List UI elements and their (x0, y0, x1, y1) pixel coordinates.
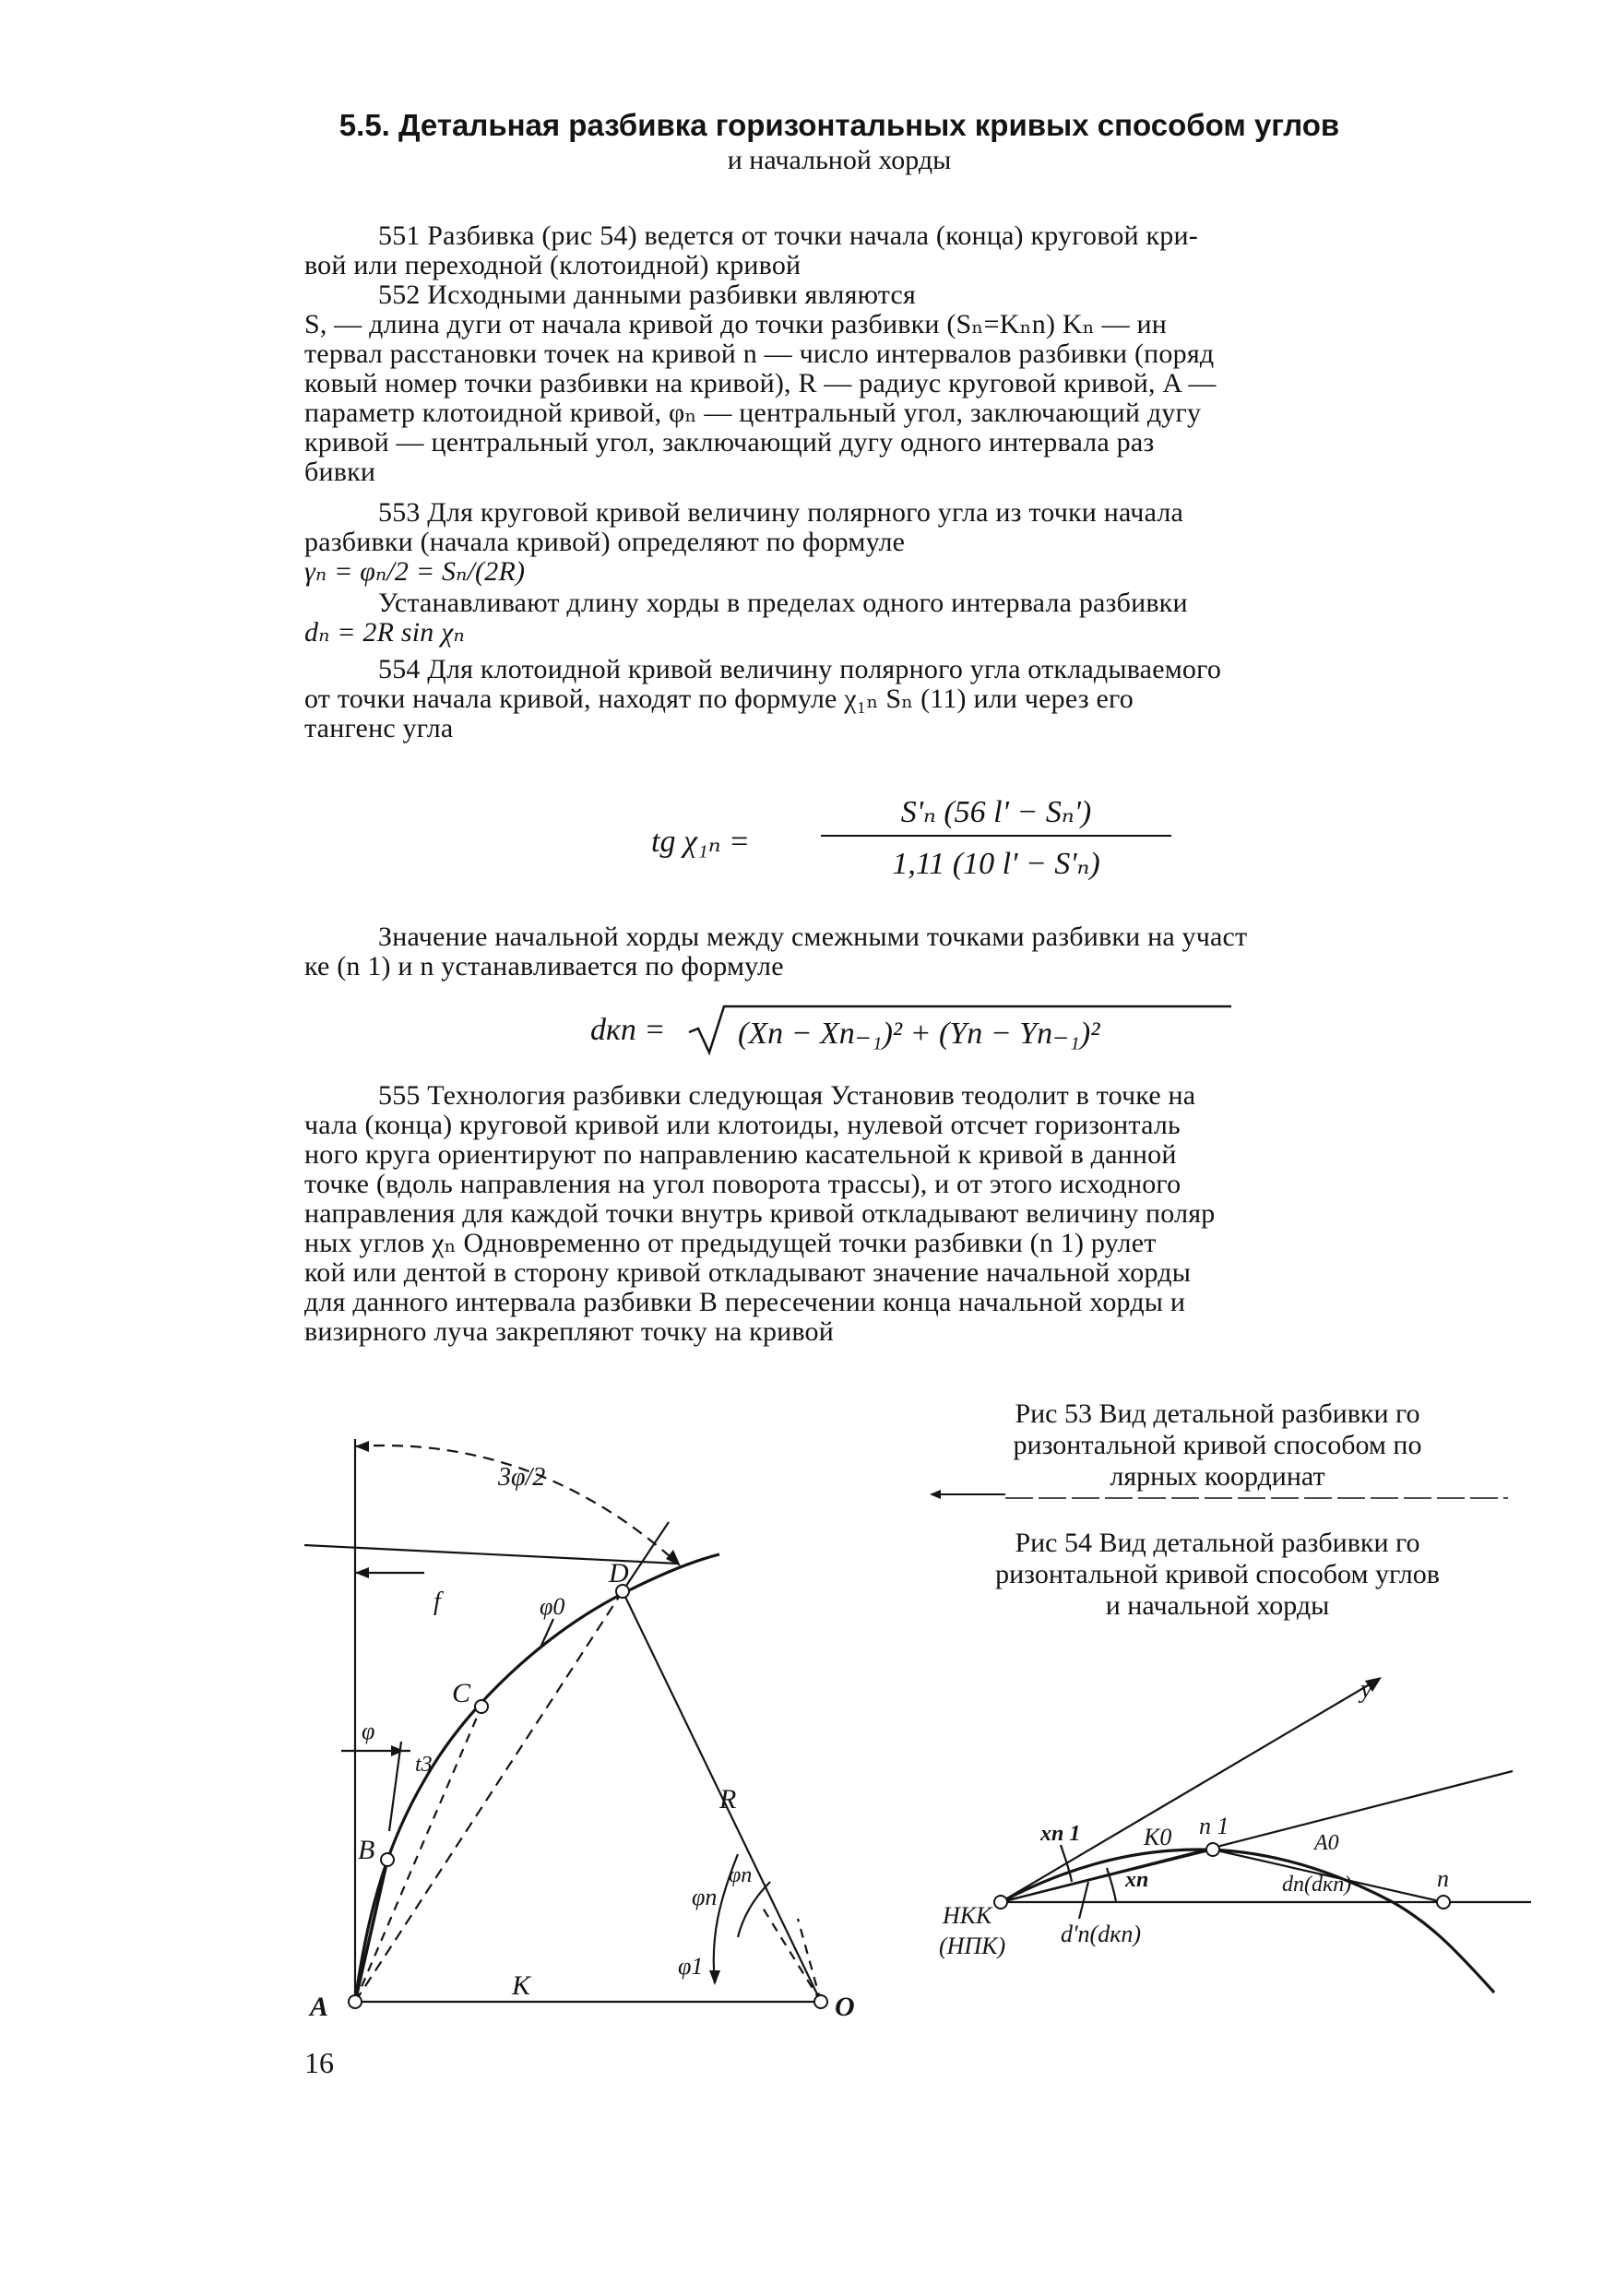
fraction-bar (821, 835, 1171, 837)
arrow-head-central (709, 1970, 720, 1985)
para-552-line1: 552 Исходными данными разбивки являются (378, 280, 917, 310)
caption-fig54-line1: Рис 54 Вид детальной разбивки го (1015, 1528, 1420, 1558)
para-551-line2: вой или переходной (клотоидной) кривой (304, 250, 802, 280)
section-title-main: 5.5. Детальная разбивка горизонтальных кривых способом углов (338, 108, 1340, 142)
para-555-line6: ных углов χₙ Одновременно от предыдущей точки разбивки (n 1) рулет (304, 1228, 1157, 1258)
figure-clothoid (922, 1660, 1568, 2011)
label-o: O (835, 1992, 855, 2020)
caption-fig53-line3: лярных координат (1110, 1461, 1325, 1492)
para-553-line2: разбивки (начала кривой) определяют по формуле (304, 527, 906, 557)
label-f: f (433, 1588, 441, 1616)
label-y: y (1360, 1675, 1372, 1704)
label-phi: φ (362, 1718, 375, 1744)
para-554-line2: от точки начала кривой, находят по формуле χ₁ₙ Sₙ (11) или через его (304, 684, 1134, 714)
para-553-line1: 553 Для круговой кривой величину полярного угла из точки начала (378, 497, 1184, 528)
para-553-line3: Устанавливают длину хорды в пределах одного интервала разбивки (378, 588, 1188, 618)
formula-chord-expression: (Xn − Xn₋₁)² + (Yn − Yn₋₁)² (738, 1017, 1100, 1051)
caption-fig54 (922, 1528, 1513, 1622)
para-552-line2: S, — длина дуги от начала кривой до точки разбивки (Sₙ=Kₙn) Kₙ — ин (304, 309, 1168, 339)
caption-fig53-line2: ризонтальной кривой способом по (1013, 1430, 1422, 1460)
formula-chord: dₙ = 2R sin χₙ (304, 617, 465, 648)
para-554-line1: 554 Для клотоидной кривой величину полярного угла откладываемого (378, 654, 1222, 684)
para-552-line4: ковый номер точки разбивки на кривой), R — радиус круговой кривой, A — (304, 368, 1217, 399)
para-555-line1: 555 Технология разбивки следующая Установив теодолит в точке на (378, 1080, 1196, 1111)
label-xn1: xn 1 (1040, 1822, 1081, 1846)
circular-curve (355, 1554, 719, 2002)
label-nkk: НКК (943, 1902, 992, 1929)
figure-circular-curve (304, 1421, 895, 2020)
arrow-head-top-left (355, 1441, 369, 1452)
para-555-line5: направления для каждой точки внутрь кривой откладывают величину поляр (304, 1198, 1216, 1229)
section-title (332, 109, 1347, 177)
caption-fig54-line3: и начальной хорды (1105, 1590, 1330, 1621)
leader-d-prime (1079, 1882, 1088, 1919)
label-a0: A0 (1314, 1831, 1339, 1855)
arrow-head-phi (391, 1745, 404, 1756)
label-n: n (1437, 1865, 1449, 1892)
para-554-line3: тангенс угла (304, 713, 454, 744)
phi0-tick (540, 1619, 553, 1649)
formula-tangent-denominator: 1,11 (10 l' − S'ₙ) (892, 847, 1100, 881)
caption-fig54-line2: ризонтальной кривой способом углов (995, 1559, 1440, 1589)
point-c (475, 1700, 488, 1713)
para-552-line6: кривой — центральный угол, заключающий дугу одного интервала раз (304, 427, 1155, 458)
para-551-line1: 551 Разбивка (рис 54) ведется от точки начала (конца) круговой кри- (378, 220, 1198, 251)
point-start (994, 1896, 1007, 1909)
point-b (381, 1853, 394, 1866)
label-npk: (НПК) (939, 1933, 1006, 1959)
point-n1 (1206, 1843, 1219, 1856)
label-k: K (512, 1970, 531, 2001)
chord-to-n1 (1001, 1850, 1213, 1902)
formula-chord-label: dкп = (590, 1013, 666, 1047)
para-555-line3: ного круга ориентируют по направлению касательной к кривой в данной (304, 1139, 1177, 1170)
para-555-line2: чала (конца) круговой кривой или клотоиды, нулевой отсчет горизонталь (304, 1110, 1181, 1140)
para-552-line5: параметр клотоидной кривой, φₙ — центральный угол, заключающий дугу (304, 398, 1202, 428)
formula-tangent-numerator: S'ₙ (56 l' − Sₙ') (900, 795, 1092, 829)
point-n (1437, 1896, 1450, 1909)
caption-divider (922, 1485, 1513, 1504)
tangent-at-b (389, 1742, 401, 1831)
para-555-line7: кой или дентой в сторону кривой откладывают значение начальной хорды (304, 1257, 1192, 1288)
para-555-line8: для данного интервала разбивки В пересечении конца начальной хорды и (304, 1287, 1186, 1317)
label-t: t3 (415, 1753, 433, 1777)
label-phi1: φ1 (678, 1953, 704, 1980)
para-554-line4: Значение начальной хорды между смежными точками разбивки на участ (378, 922, 1248, 952)
point-a (349, 1995, 362, 2008)
point-o (814, 1995, 827, 2008)
label-d: D (609, 1558, 629, 1588)
caption-fig53-line1: Рис 53 Вид детальной разбивки го (1015, 1398, 1420, 1429)
label-d-prime: d'n(dкп) (1061, 1921, 1142, 1947)
label-n1: n 1 (1199, 1813, 1229, 1839)
ray-o-1 (761, 1905, 821, 2002)
label-c: C (452, 1678, 471, 1708)
para-552-line3: тервал расстановки точек на кривой n — число интервалов разбивки (поряд (304, 339, 1215, 369)
central-angle-arc-2 (738, 1882, 770, 1937)
label-dn: dn(dкп) (1282, 1873, 1352, 1897)
label-phi0: φ0 (540, 1593, 565, 1620)
caption-fig53 (922, 1398, 1513, 1493)
para-555-line4: точке (вдоль направления на угол поворота трассы), и от этого исходного (304, 1169, 1181, 1199)
label-phin-2: φn (729, 1863, 753, 1887)
page-number: 16 (304, 2046, 334, 2079)
label-phin-1: φn (692, 1884, 718, 1910)
para-552-line7: бивки (304, 457, 376, 487)
para-555-line9: визирного луча закрепляют точку на кривой (304, 1316, 835, 1347)
arrow-head-f (355, 1567, 369, 1578)
label-top-angle: 3φ/2 (498, 1463, 546, 1492)
chord-a-d (355, 1591, 623, 2002)
section-title-sub: и начальной хорды (727, 145, 952, 175)
label-k0: K0 (1144, 1824, 1172, 1850)
formula-tangent-label: tg χ₁ₙ = (651, 825, 750, 859)
formula-polar-angle: γₙ = φₙ/2 = Sₙ/(2R) (304, 556, 526, 587)
label-r: R (719, 1784, 737, 1814)
label-xn: xn (1125, 1868, 1149, 1892)
label-a: A (310, 1992, 329, 2020)
y-axis-ray (1001, 1679, 1379, 1902)
para-554-line5: ке (n 1) и n устанавливается по формуле (304, 951, 784, 981)
label-b: B (358, 1835, 375, 1865)
chord-a-b (355, 1860, 387, 2002)
